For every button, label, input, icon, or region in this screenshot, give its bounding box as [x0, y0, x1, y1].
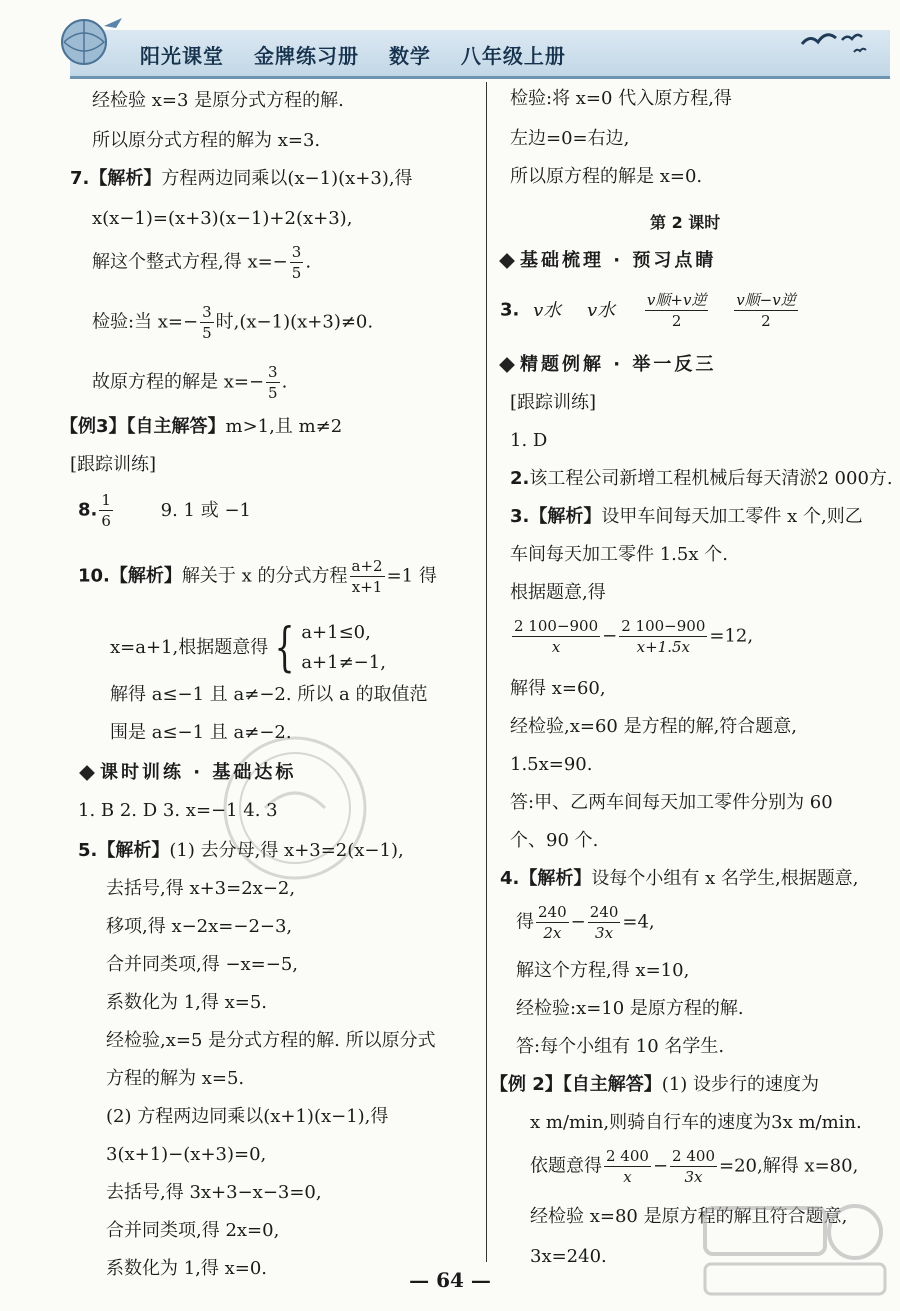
page-number: — 64 — [409, 1268, 491, 1292]
text-line: 所以原方程的解是 x=0. [510, 166, 703, 187]
text-line: 1.5x=90. [510, 754, 593, 775]
tracking-training-label: [跟踪训练] [70, 454, 157, 475]
fraction [588, 902, 621, 943]
text-segment: 解关于 x 的分式方程 [181, 565, 348, 587]
column-divider [486, 82, 487, 1262]
answer-text: 设甲车间每天加工零件 x 个,则乙 [601, 506, 863, 527]
fraction [604, 1146, 651, 1187]
question-text: (1) 去分母,得 x+3=2(x−1), [169, 840, 404, 861]
step-line: 系数化为 1,得 x=5. [106, 992, 268, 1013]
operator: − [570, 911, 586, 933]
step-line: 合并同类项,得 2x=0, [106, 1220, 280, 1241]
fraction-denominator: 5 [291, 264, 302, 282]
fraction-denominator: x [623, 1168, 632, 1186]
fraction-denominator: x [551, 638, 561, 656]
text-segment: =12, [709, 625, 754, 647]
text-segment: 解这个整式方程,得 x=− [92, 251, 288, 273]
text-segment: =4, [622, 911, 655, 933]
fraction-numerator: 2 100−900 [514, 617, 599, 635]
question-number: 3. [510, 506, 530, 527]
fraction [99, 490, 113, 531]
example-tag: 【例 2】【自主解答】 [490, 1074, 662, 1095]
fraction-denominator: 5 [268, 384, 278, 402]
question-number: 2. [510, 468, 530, 489]
text-line: 左边=0=右边, [510, 128, 630, 149]
analysis-tag: 【解析】 [97, 840, 170, 861]
text-segment: x=a+1,根据题意得 [110, 637, 269, 658]
text-line: 答:每个小组有 10 名学生. [516, 1036, 725, 1057]
fraction-numerator: 240 [589, 903, 619, 921]
step-line: 经检验,x=5 是分式方程的解. 所以原分式 [106, 1030, 436, 1051]
text-line: 解这个方程,得 x=10, [516, 960, 690, 981]
text-line: 3x=240. [530, 1246, 607, 1267]
text-segment: 检验:当 x=− [92, 311, 199, 333]
fraction [536, 902, 569, 943]
fraction-denominator: 3x [684, 1168, 703, 1186]
system-row: a+1≠−1, [301, 652, 386, 673]
subject-name: 数学 [388, 44, 431, 68]
answer-blank: v水 [587, 299, 616, 321]
answer-2 [510, 460, 893, 498]
operator: − [652, 1155, 669, 1177]
fraction-numerator: 3 [291, 243, 302, 261]
answer-4 [500, 860, 858, 898]
question-7 [70, 160, 413, 198]
header-title [140, 40, 588, 69]
equation-line [510, 616, 753, 657]
fraction-denominator: 2x [543, 924, 562, 942]
fraction-numerator: 2 400 [606, 1147, 649, 1165]
example-2 [490, 1066, 819, 1104]
text-segment: 得 [516, 911, 534, 933]
fraction [512, 616, 600, 657]
fraction [290, 242, 304, 283]
fraction-numerator: v顺−v逆 [736, 291, 796, 309]
step-line: (2) 方程两边同乘以(x+1)(x−1),得 [106, 1106, 389, 1127]
analysis-tag: 【解析】 [519, 868, 592, 889]
text-segment: 故原方程的解是 x=− [92, 371, 265, 393]
text-segment: . [305, 251, 312, 273]
text-line: 围是 a≤−1 且 a≠−2. [110, 722, 292, 743]
text-line: 答:甲、乙两车间每天加工零件分别为 60 [510, 792, 833, 813]
fraction [670, 1146, 717, 1187]
step-line: 去括号,得 3x+3−x−3=0, [106, 1182, 322, 1203]
example-answer: m>1,且 m≠2 [225, 416, 343, 437]
answers-8-9 [78, 490, 251, 531]
text-line: 所以原分式方程的解为 x=3. [92, 130, 321, 151]
fraction-numerator: 240 [538, 903, 567, 921]
text-line: 经检验,x=60 是方程的解,符合题意, [510, 716, 798, 737]
answer-1: 1. D [510, 430, 548, 451]
text-line: 解得 x=60, [510, 678, 606, 699]
example-tag: 【例3】【自主解答】 [60, 416, 226, 437]
text-line: 检验:将 x=0 代入原方程,得 [510, 88, 732, 109]
analysis-tag: 【解析】 [89, 168, 162, 189]
text-line: 个、90 个. [510, 830, 599, 851]
section-title: 精题例解 · 举一反三 [520, 354, 717, 375]
stamp-watermark-icon [215, 728, 375, 888]
fraction-numerator: 3 [202, 303, 212, 321]
fraction [734, 290, 798, 331]
section-heading [500, 242, 716, 280]
text-segment: =20,解得 x=80, [719, 1155, 859, 1177]
fraction-denominator: x+1.5x [636, 638, 690, 656]
fraction-numerator: 3 [268, 363, 278, 381]
fraction-denominator: 6 [101, 512, 111, 530]
lesson-title: 第 2 课时 [650, 213, 721, 232]
answer-9: 9. 1 或 −1 [160, 499, 251, 521]
equation-line [516, 902, 655, 943]
step-line: 系数化为 1,得 x=0. [106, 1258, 268, 1279]
inequality-system [301, 618, 386, 678]
fraction-numerator: v顺+v逆 [646, 291, 707, 309]
text-segment: =1 得 [386, 565, 437, 587]
fraction-denominator: 5 [202, 324, 212, 342]
text-line: 经检验 x=80 是原方程的解且符合题意, [530, 1206, 848, 1227]
question-10 [78, 556, 437, 597]
text-line: 根据题意,得 [510, 582, 606, 603]
text-line: 车间每天加工零件 1.5x 个. [510, 544, 728, 565]
step-line: 移项,得 x−2x=−2−3, [106, 916, 293, 937]
answer-line [92, 362, 287, 403]
text-line: x m/min,则骑自行车的速度为3x m/min. [530, 1112, 862, 1133]
text-segment: 时,(x−1)(x+3)≠0. [215, 311, 374, 333]
fraction-numerator: 2 400 [672, 1147, 715, 1165]
fraction-denominator: 3x [595, 924, 614, 942]
question-3-answers [500, 290, 800, 331]
question-number: 10. [78, 565, 110, 587]
step-line: 3(x+1)−(x+3)=0, [106, 1144, 267, 1165]
grade-name: 八年级上册 [460, 44, 566, 68]
fraction-numerator: a+2 [351, 557, 383, 575]
fraction-denominator: x+1 [351, 578, 383, 596]
section-title: 课时训练 · 基础达标 [100, 762, 297, 783]
answer-text: 该工程公司新增工程机械后每天清淤2 000方. [529, 468, 893, 489]
answer-text: 设每个小组有 x 名学生,根据题意, [591, 868, 859, 889]
question-text: 方程两边同乘以(x−1)(x+3),得 [161, 168, 413, 189]
answers-1-4: 1. B 2. D 3. x=−1 4. 3 [78, 800, 278, 821]
text-line: 解得 a≤−1 且 a≠−2. 所以 a 的取值范 [110, 684, 428, 705]
globe-logo-icon [34, 14, 134, 74]
section-heading [500, 346, 716, 384]
system-row: a+1≤0, [301, 622, 371, 643]
question-number: 5. [78, 840, 98, 861]
fraction [619, 616, 707, 657]
question-number: 8. [78, 499, 98, 521]
fraction [200, 302, 214, 343]
analysis-tag: 【解析】 [109, 565, 182, 587]
fraction-numerator: 1 [101, 491, 111, 509]
answer-3 [510, 498, 863, 536]
tracking-training-label: [跟踪训练] [510, 392, 597, 413]
step-line: 去括号,得 x+3=2x−2, [106, 878, 296, 899]
series-name: 阳光课堂 [140, 44, 224, 68]
equation-line: x(x−1)=(x+3)(x−1)+2(x+3), [92, 208, 353, 229]
diamond-icon [499, 253, 515, 269]
text-segment: . [281, 371, 288, 393]
question-number: 4. [500, 868, 520, 889]
operator: − [602, 625, 618, 647]
question-number: 3. [500, 299, 520, 321]
fraction [645, 290, 709, 331]
example-text: (1) 设步行的速度为 [661, 1074, 820, 1095]
page-header [70, 30, 890, 79]
equation-line [530, 1146, 858, 1187]
birds-icon [792, 22, 872, 58]
brace-icon: { [274, 618, 295, 678]
step-line: 合并同类项,得 −x=−5, [106, 954, 299, 975]
step-line: 方程的解为 x=5. [106, 1068, 245, 1089]
book-name: 金牌练习册 [253, 44, 359, 68]
system-line [110, 618, 386, 678]
diamond-icon [499, 357, 515, 373]
fraction-numerator: 2 100−900 [621, 617, 706, 635]
analysis-tag: 【解析】 [529, 506, 602, 527]
solve-line [92, 242, 311, 283]
fraction-denominator: 2 [761, 312, 771, 330]
text-segment: 依题意得 [530, 1155, 602, 1177]
fraction [350, 556, 385, 597]
fraction [266, 362, 280, 403]
fraction-denominator: 2 [671, 312, 682, 330]
text-line: 经检验 x=3 是原分式方程的解. [92, 90, 344, 111]
text-line: 经检验:x=10 是原方程的解. [516, 998, 744, 1019]
answer-blank: v水 [533, 299, 562, 321]
check-line [92, 302, 373, 343]
section-title: 基础梳理 · 预习点睛 [520, 250, 717, 271]
diamond-icon [79, 765, 95, 781]
example-3 [60, 408, 342, 446]
question-number: 7. [70, 168, 90, 189]
